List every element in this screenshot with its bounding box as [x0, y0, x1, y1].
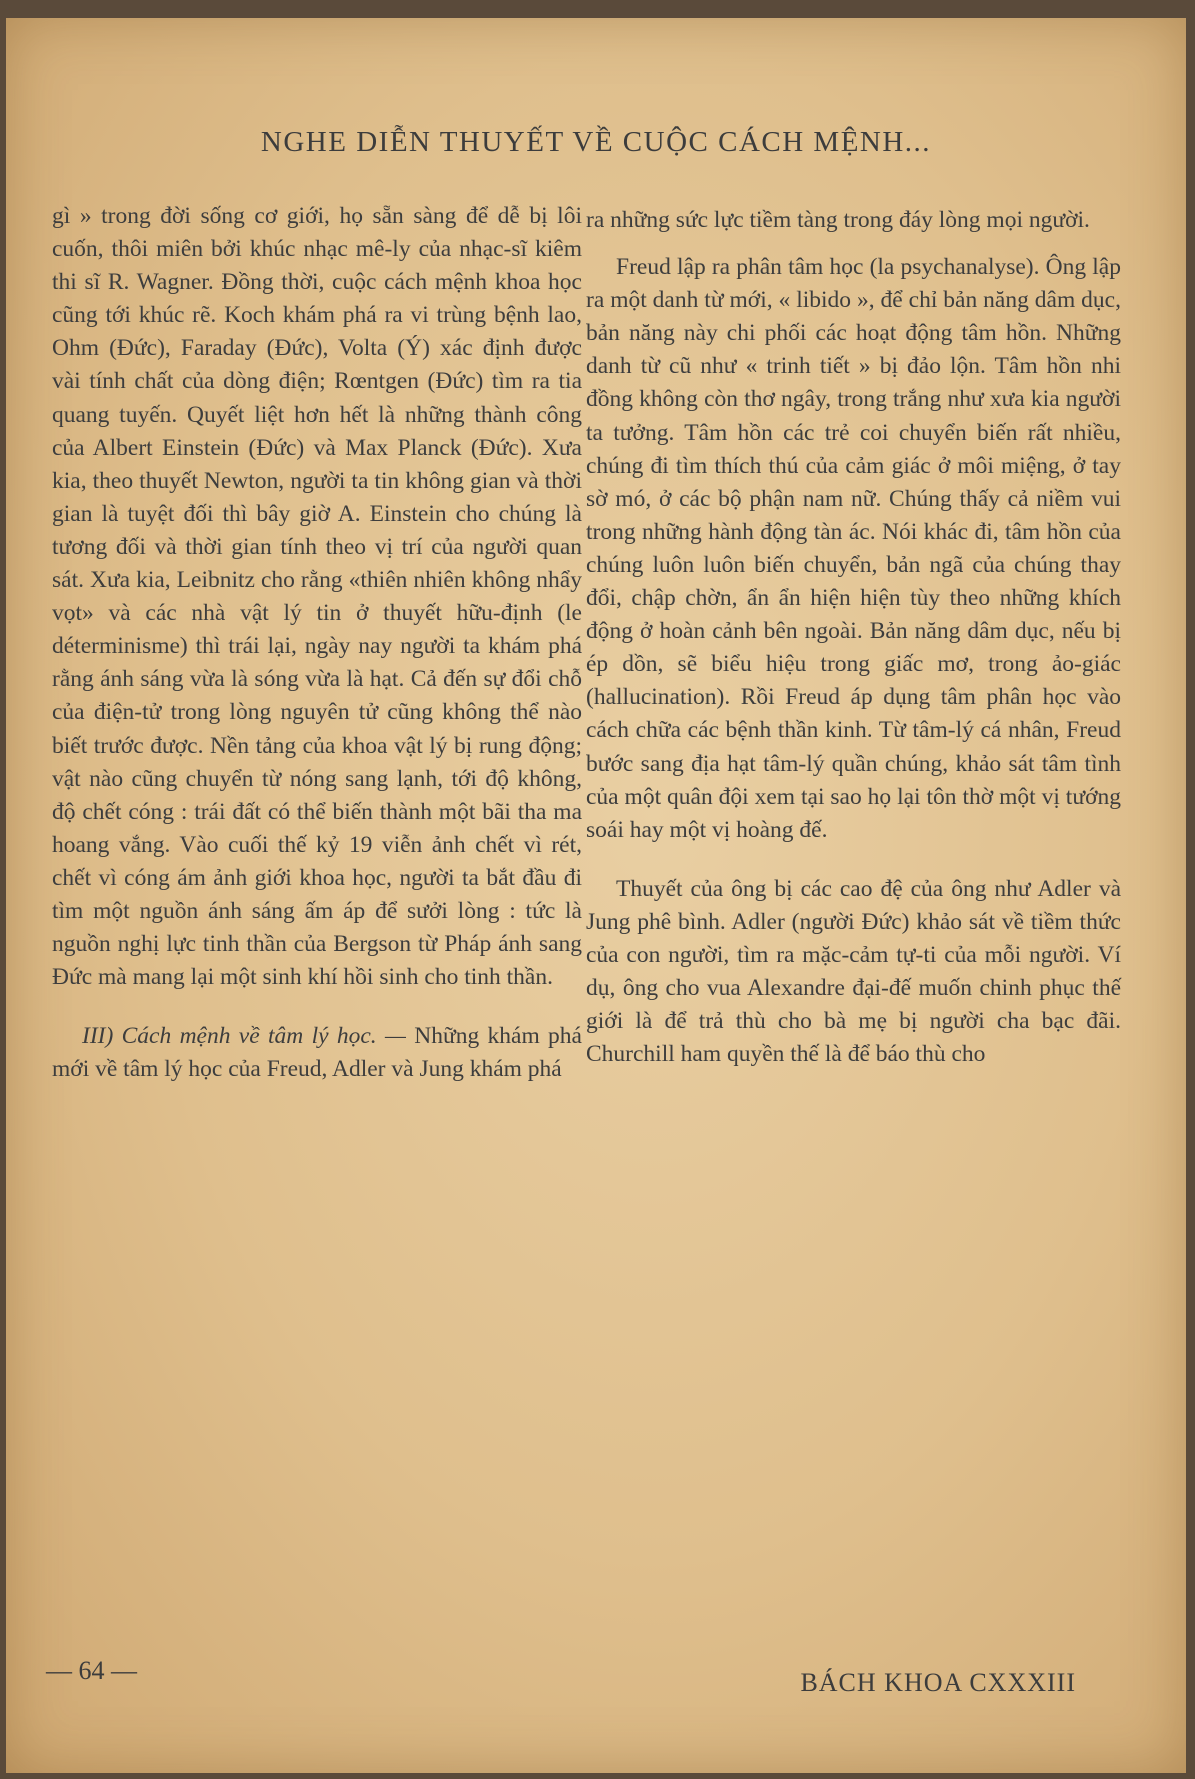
right-paragraph-2: Freud lập ra phân tâm học (la psychanalyse). Ông lập ra một danh từ mới, « libido », để chỉ bản năng dâm dục, bản năng này chi phối các hoạt động tâm hồn. Những danh từ cũ như « trinh tiết » bị đảo lộn. Tâm hồn nhi đồng không còn thơ ngây, trong trắng như xưa kia người ta tưởng. Tâm hồn các trẻ coi chuyển biến rất nhiều, chúng đi tìm thích thú của cảm giác ở môi miệng, ở tay sờ mó, ở các bộ phận nam nữ. Chúng thấy cả niềm vui trong những hành động tàn ác. Nói khác đi, tâm hồn của chúng luôn luôn biến chuyển, bản ngã của chúng thay đổi, chập chờn, ẩn ẩn hiện hiện tùy theo những khích động ở hoàn cảnh bên ngoài. Bản năng dâm dục, nếu bị ép dồn, sẽ biểu hiệu trong giấc mơ, trong ảo-giác (hallucination). Rồi Freud áp dụng tâm phân học vào cách chữa các bệnh thần kinh. Từ tâm-lý cá nhân, Freud bước sang địa hạt tâm-lý quần chúng, khảo sát tâm tình của một quân đội xem tại sao họ lại tôn thờ một vị tướng soái hay một vị hoàng đế.: [586, 254, 1121, 843]
left-paragraph-1: gì » trong đời sống cơ giới, họ sẵn sàng để dễ bị lôi cuốn, thôi miên bởi khúc nhạc mê-ly của nhạc-sĩ kiêm thi sĩ R. Wagner. Đồng thời, cuộc cách mệnh khoa học cũng tới khúc rẽ. Koch khám phá ra vi trùng bệnh lao, Ohm (Đức), Faraday (Đức), Volta (Ý) xác định được vài tính chất của dòng điện; Rœntgen (Đức) tìm ra tia quang tuyến. Quyết liệt hơn hết là những thành công của Albert Einstein (Đức) và Max Planck (Đức). Xưa kia, theo thuyết Newton, người ta tin không gian và thời gian là tuyệt đối thì bây giờ A. Einstein cho chúng là tương đối và thời gian tính theo vị trí của người quan sát. Xưa kia, Leibnitz cho rằng «thiên nhiên không nhẩy vọt» và các nhà vật lý tin ở thuyết hữu-định (le déterminisme) thì trái lại, ngày nay người ta khám phá rằng ánh sáng vừa là sóng vừa là hạt. Cả đến sự đổi chỗ của điện-tử trong lòng nguyên tử cũng không thể nào biết trước được. Nền tảng của khoa vật lý bị rung động; vật nào cũng chuyển từ nóng sang lạnh, tới độ không, độ chết cóng : trái đất có thể biến thành một bãi tha ma hoang vắng. Vào cuối thế kỷ 19 viễn ảnh chết vì rét, chết vì cóng ám ảnh giới khoa học, người ta bắt đầu đi tìm một nguồn ánh sáng ấm áp để sưởi lòng : tức là nguồn nghị lực tinh thần của Bergson từ Pháp ánh sang Đức mà mang lại một sinh khí hồi sinh cho tinh thần.: [52, 203, 582, 991]
journal-issue: BÁCH KHOA CXXXIII: [800, 1668, 1076, 1697]
book-page: [6, 18, 1186, 1773]
left-paragraph-2: [52, 1020, 582, 1086]
page-number: — 64 —: [46, 1656, 137, 1685]
running-title: NGHE DIỄN THUYẾT VỀ CUỘC CÁCH MỆNH...: [260, 126, 932, 158]
left-column: [52, 200, 582, 1086]
section-title: III) Cách mệnh về tâm lý học. —: [82, 1023, 406, 1050]
left-paragraph-2-text: Những khám phá mới về tâm lý học của Freud, Adler và Jung khám phá: [52, 1023, 582, 1083]
right-paragraph-1: ra những sức lực tiềm tàng trong đáy lòng mọi người.: [586, 207, 1090, 233]
right-paragraph-3: Thuyết của ông bị các cao đệ của ông như Adler và Jung phê bình. Adler (người Đức) khảo sát về tiềm thức của con người, tìm ra mặc-cảm tự-ti của mỗi người. Ví dụ, ông cho vua Alexandre đại-đế muốn chinh phục thế giới là để trả thù cho bà mẹ bị người cha bạc đãi. Churchill ham quyền thế là để báo thù cho: [586, 875, 1121, 1068]
right-column: [586, 204, 1121, 1071]
